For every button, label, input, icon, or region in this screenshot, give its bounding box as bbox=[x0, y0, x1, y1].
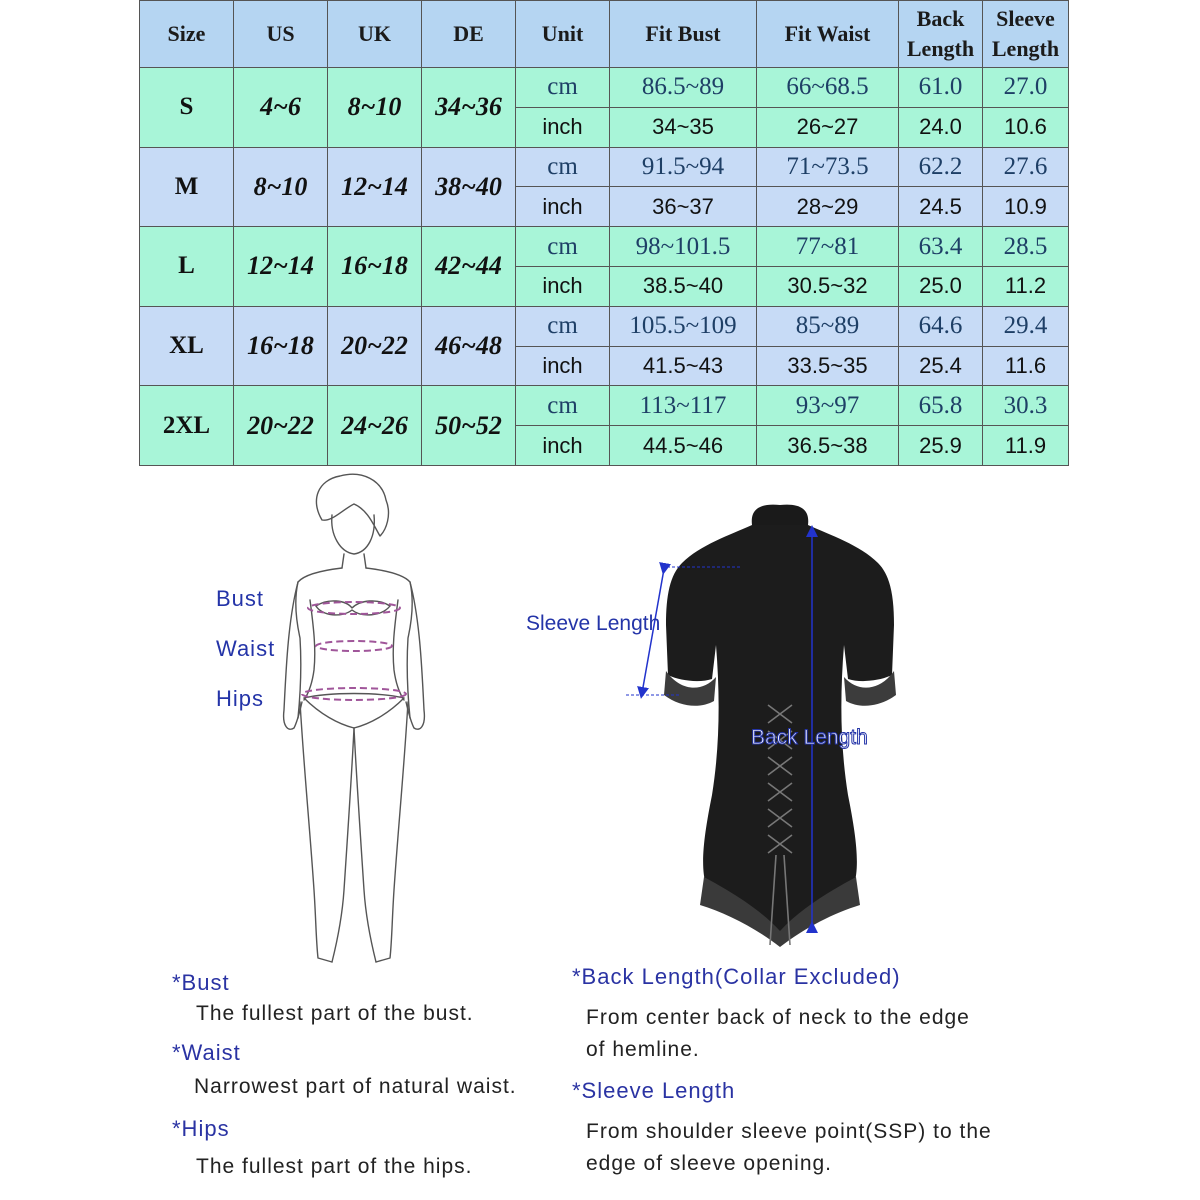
waist-cell: 71~73.5 bbox=[757, 147, 899, 187]
note-back-length-title: *Back Length(Collar Excluded) bbox=[572, 964, 901, 989]
hips-label: Hips bbox=[216, 686, 265, 711]
uk-cell: 24~26 bbox=[328, 386, 422, 466]
note-bust-text: The fullest part of the bust. bbox=[196, 1002, 474, 1025]
note-sleeve-length-text-1: From shoulder sleeve point(SSP) to the bbox=[586, 1120, 992, 1143]
de-cell: 42~44 bbox=[422, 227, 516, 307]
uk-cell: 8~10 bbox=[328, 68, 422, 148]
header-size: Size bbox=[140, 1, 234, 68]
unit-cell: cm bbox=[516, 306, 610, 346]
table-row bbox=[140, 306, 1069, 346]
bust-cell: 34~35 bbox=[610, 107, 757, 147]
bust-cell: 86.5~89 bbox=[610, 68, 757, 108]
uk-cell: 16~18 bbox=[328, 227, 422, 307]
unit-cell: cm bbox=[516, 147, 610, 187]
back-cell: 65.8 bbox=[899, 386, 983, 426]
unit-cell: inch bbox=[516, 426, 610, 466]
table-row bbox=[140, 68, 1069, 108]
body-outline-figure bbox=[270, 470, 440, 970]
size-cell: L bbox=[140, 227, 234, 307]
unit-cell: cm bbox=[516, 386, 610, 426]
bust-cell: 38.5~40 bbox=[610, 266, 757, 306]
sleeve-cell: 10.6 bbox=[983, 107, 1069, 147]
us-cell: 8~10 bbox=[234, 147, 328, 227]
header-us: US bbox=[234, 1, 328, 68]
back-cell: 64.6 bbox=[899, 306, 983, 346]
de-cell: 38~40 bbox=[422, 147, 516, 227]
sleeve-cell: 28.5 bbox=[983, 227, 1069, 267]
size-cell: S bbox=[140, 68, 234, 148]
size-cell: XL bbox=[140, 306, 234, 386]
header-fit-bust: Fit Bust bbox=[610, 1, 757, 68]
sleeve-cell: 27.0 bbox=[983, 68, 1069, 108]
header-sleeve-length: Sleeve Length bbox=[983, 1, 1069, 68]
sleeve-cell: 11.9 bbox=[983, 426, 1069, 466]
back-cell: 61.0 bbox=[899, 68, 983, 108]
us-cell: 4~6 bbox=[234, 68, 328, 148]
bust-cell: 91.5~94 bbox=[610, 147, 757, 187]
bust-cell: 105.5~109 bbox=[610, 306, 757, 346]
size-cell: M bbox=[140, 147, 234, 227]
table-row bbox=[140, 147, 1069, 187]
us-cell: 16~18 bbox=[234, 306, 328, 386]
waist-cell: 26~27 bbox=[757, 107, 899, 147]
sleeve-cell: 29.4 bbox=[983, 306, 1069, 346]
back-cell: 24.0 bbox=[899, 107, 983, 147]
waist-cell: 30.5~32 bbox=[757, 266, 899, 306]
waist-cell: 85~89 bbox=[757, 306, 899, 346]
bust-label: Bust bbox=[216, 586, 265, 611]
sleeve-cell: 10.9 bbox=[983, 187, 1069, 227]
back-length-label: Back Length bbox=[751, 726, 868, 749]
uk-cell: 12~14 bbox=[328, 147, 422, 227]
size-cell: 2XL bbox=[140, 386, 234, 466]
waist-cell: 93~97 bbox=[757, 386, 899, 426]
note-bust-title: *Bust bbox=[172, 970, 230, 995]
note-back-length-text-2: of hemline. bbox=[586, 1038, 700, 1061]
de-cell: 34~36 bbox=[422, 68, 516, 148]
bust-cell: 44.5~46 bbox=[610, 426, 757, 466]
back-cell: 62.2 bbox=[899, 147, 983, 187]
note-hips-text: The fullest part of the hips. bbox=[196, 1155, 473, 1178]
note-back-length-text-1: From center back of neck to the edge bbox=[586, 1006, 970, 1029]
us-cell: 20~22 bbox=[234, 386, 328, 466]
unit-cell: inch bbox=[516, 187, 610, 227]
unit-cell: inch bbox=[516, 266, 610, 306]
uk-cell: 20~22 bbox=[328, 306, 422, 386]
note-hips-title: *Hips bbox=[172, 1116, 230, 1141]
bust-cell: 98~101.5 bbox=[610, 227, 757, 267]
table-row bbox=[140, 227, 1069, 267]
back-cell: 25.0 bbox=[899, 266, 983, 306]
waist-cell: 28~29 bbox=[757, 187, 899, 227]
back-cell: 25.9 bbox=[899, 426, 983, 466]
sleeve-cell: 11.6 bbox=[983, 346, 1069, 386]
bust-cell: 41.5~43 bbox=[610, 346, 757, 386]
unit-cell: inch bbox=[516, 346, 610, 386]
waist-label: Waist bbox=[216, 636, 276, 661]
bust-cell: 36~37 bbox=[610, 187, 757, 227]
sleeve-length-label: Sleeve Length bbox=[526, 612, 661, 635]
sleeve-cell: 11.2 bbox=[983, 266, 1069, 306]
back-cell: 24.5 bbox=[899, 187, 983, 227]
unit-cell: cm bbox=[516, 227, 610, 267]
sleeve-cell: 27.6 bbox=[983, 147, 1069, 187]
de-cell: 50~52 bbox=[422, 386, 516, 466]
table-row bbox=[140, 386, 1069, 426]
de-cell: 46~48 bbox=[422, 306, 516, 386]
size-chart-table bbox=[139, 0, 1069, 466]
header-uk: UK bbox=[328, 1, 422, 68]
waist-cell: 77~81 bbox=[757, 227, 899, 267]
note-waist-title: *Waist bbox=[172, 1040, 241, 1065]
note-waist-text: Narrowest part of natural waist. bbox=[194, 1075, 517, 1098]
header-fit-waist: Fit Waist bbox=[757, 1, 899, 68]
waist-cell: 36.5~38 bbox=[757, 426, 899, 466]
unit-cell: cm bbox=[516, 68, 610, 108]
unit-cell: inch bbox=[516, 107, 610, 147]
back-cell: 63.4 bbox=[899, 227, 983, 267]
header-de: DE bbox=[422, 1, 516, 68]
garment-back-figure bbox=[620, 495, 940, 955]
sleeve-cell: 30.3 bbox=[983, 386, 1069, 426]
header-back-length: Back Length bbox=[899, 1, 983, 68]
note-sleeve-length-text-2: edge of sleeve opening. bbox=[586, 1152, 833, 1175]
waist-cell: 66~68.5 bbox=[757, 68, 899, 108]
waist-cell: 33.5~35 bbox=[757, 346, 899, 386]
us-cell: 12~14 bbox=[234, 227, 328, 307]
back-cell: 25.4 bbox=[899, 346, 983, 386]
bust-cell: 113~117 bbox=[610, 386, 757, 426]
note-sleeve-length-title: *Sleeve Length bbox=[572, 1078, 736, 1103]
table-header-row bbox=[140, 1, 1069, 68]
header-unit: Unit bbox=[516, 1, 610, 68]
